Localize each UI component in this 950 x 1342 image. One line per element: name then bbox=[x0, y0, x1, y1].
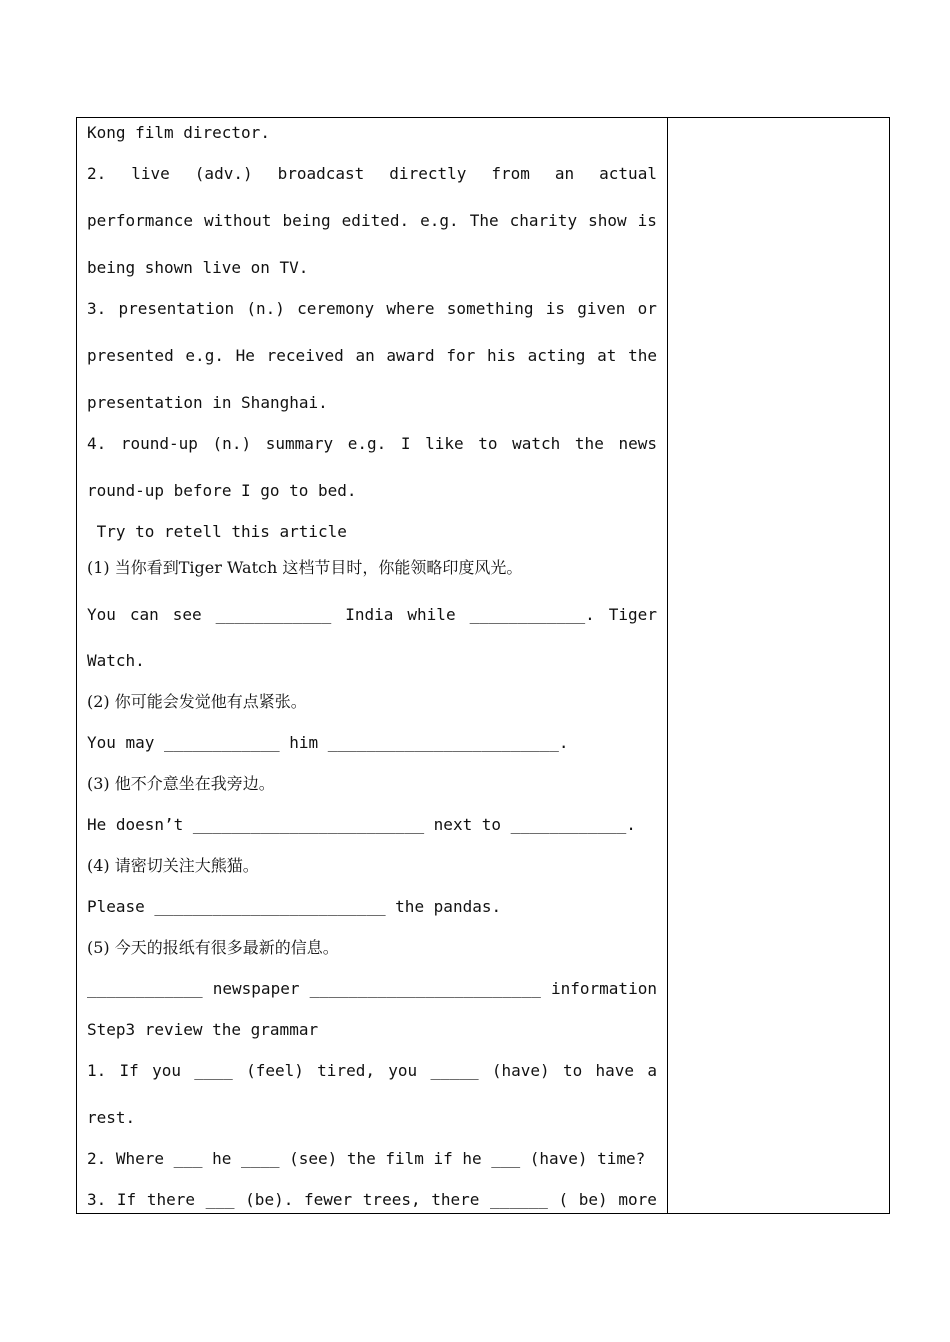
word: be) bbox=[578, 1190, 608, 1209]
word: actual bbox=[599, 164, 657, 183]
fill-in-blank: ___ bbox=[491, 1149, 521, 1168]
word: film bbox=[135, 123, 174, 142]
word: Where bbox=[115, 1149, 165, 1168]
word: being bbox=[282, 211, 331, 230]
word: edited. bbox=[341, 211, 410, 230]
worksheet-table bbox=[76, 117, 890, 1214]
word: ( bbox=[558, 1190, 569, 1209]
word: article bbox=[279, 522, 347, 541]
fill-in-blank: ______ bbox=[490, 1190, 548, 1209]
word: to bbox=[562, 1061, 583, 1080]
word: the bbox=[628, 346, 657, 365]
text-line bbox=[87, 692, 657, 712]
word: 3. bbox=[87, 1190, 107, 1209]
word: the bbox=[346, 1149, 376, 1168]
word: Tiger bbox=[608, 605, 657, 624]
word: see bbox=[172, 605, 202, 624]
word: on bbox=[250, 258, 270, 277]
word: news bbox=[618, 434, 657, 453]
word: You bbox=[87, 605, 116, 624]
text-line bbox=[87, 897, 657, 917]
word: if bbox=[433, 1149, 453, 1168]
text-line bbox=[87, 164, 657, 184]
word: He bbox=[235, 346, 255, 365]
word: Watch. bbox=[87, 651, 145, 670]
text-line bbox=[87, 774, 657, 794]
word: (1) 当你看到Tiger Watch 这档节目时，你能领略印度风光。 bbox=[87, 558, 523, 577]
word: doesn’t bbox=[115, 815, 184, 834]
text-line bbox=[87, 346, 657, 366]
word: pandas. bbox=[433, 897, 502, 916]
word: for bbox=[446, 346, 476, 365]
fill-in-blank: ____________ bbox=[164, 733, 280, 752]
word: Kong bbox=[87, 123, 126, 142]
text-line bbox=[87, 211, 657, 231]
word: charity bbox=[509, 211, 578, 230]
word: time? bbox=[597, 1149, 646, 1168]
word: in bbox=[212, 393, 232, 412]
word: TV. bbox=[279, 258, 309, 277]
word: an bbox=[554, 164, 575, 183]
word: (5) 今天的报纸有很多最新的信息。 bbox=[87, 938, 339, 957]
fill-in-blank: ____________. bbox=[469, 605, 595, 624]
word: there bbox=[146, 1190, 195, 1209]
word: is bbox=[637, 211, 657, 230]
word: You bbox=[87, 733, 116, 752]
fill-in-blank: ____ bbox=[240, 1149, 280, 1168]
word: presented bbox=[87, 346, 174, 365]
word: 2. bbox=[87, 164, 107, 183]
word: director. bbox=[183, 123, 270, 142]
word: presentation bbox=[87, 393, 203, 412]
word: broadcast bbox=[277, 164, 365, 183]
text-line bbox=[87, 815, 657, 835]
word: go bbox=[260, 481, 280, 500]
word: presentation bbox=[118, 299, 235, 318]
word: have bbox=[595, 1061, 635, 1080]
word: may bbox=[125, 733, 155, 752]
word: next bbox=[433, 815, 473, 834]
word: like bbox=[425, 434, 464, 453]
text-line bbox=[87, 481, 657, 501]
word: grammar bbox=[250, 1020, 319, 1039]
word: before bbox=[173, 481, 232, 500]
fill-in-blank: ____________ bbox=[215, 605, 332, 624]
word: He bbox=[87, 815, 107, 834]
word: fewer bbox=[303, 1190, 353, 1209]
fill-in-blank: ________________________ bbox=[154, 897, 386, 916]
word: where bbox=[386, 299, 435, 318]
word: e.g. bbox=[185, 346, 224, 365]
word: from bbox=[491, 164, 530, 183]
word: more bbox=[618, 1190, 657, 1209]
word: information bbox=[551, 979, 657, 998]
word: Shanghai. bbox=[241, 393, 328, 412]
word: (have) bbox=[491, 1061, 550, 1080]
text-line bbox=[87, 123, 657, 143]
word: retell bbox=[163, 522, 222, 541]
word: e.g. bbox=[420, 211, 459, 230]
word: (n.) bbox=[246, 299, 285, 318]
word: to bbox=[135, 522, 155, 541]
word: 2. bbox=[87, 1149, 107, 1168]
word: India bbox=[345, 605, 394, 624]
word: received bbox=[266, 346, 344, 365]
word: tired, bbox=[317, 1061, 375, 1080]
word: If bbox=[116, 1190, 137, 1209]
text-line bbox=[87, 856, 657, 876]
word: review bbox=[144, 1020, 203, 1039]
word: performance bbox=[87, 211, 193, 230]
fill-in-blank: ________________________ bbox=[309, 979, 541, 998]
fill-in-blank: ________________________. bbox=[327, 733, 569, 752]
text-line bbox=[87, 434, 657, 454]
word: watch bbox=[512, 434, 561, 453]
text-line bbox=[87, 1108, 657, 1128]
text-line bbox=[87, 605, 657, 625]
word: is bbox=[545, 299, 565, 318]
fill-in-blank: ________________________ bbox=[192, 815, 425, 834]
word: live bbox=[202, 258, 242, 277]
word: show bbox=[588, 211, 627, 230]
word: something bbox=[446, 299, 534, 318]
word: or bbox=[637, 299, 657, 318]
word: (have) bbox=[529, 1149, 588, 1168]
word: rest. bbox=[87, 1108, 136, 1127]
word: trees, bbox=[362, 1190, 421, 1209]
word: 1. bbox=[87, 1061, 107, 1080]
word: (adv.) bbox=[194, 164, 253, 183]
text-line bbox=[87, 1149, 657, 1169]
fill-in-blank: ____________. bbox=[510, 815, 636, 834]
word: he bbox=[462, 1149, 482, 1168]
word: an bbox=[355, 346, 375, 365]
word: to bbox=[289, 481, 309, 500]
word: him bbox=[289, 733, 319, 752]
word: (4) 请密切关注大熊猫。 bbox=[87, 856, 259, 875]
word: summary bbox=[265, 434, 334, 453]
word: I bbox=[400, 434, 411, 453]
word: (feel) bbox=[246, 1061, 304, 1080]
word: Step3 bbox=[87, 1020, 136, 1039]
word: (n.) bbox=[212, 434, 252, 453]
word: there bbox=[431, 1190, 480, 1209]
word: without bbox=[204, 211, 272, 230]
word: the bbox=[212, 1020, 242, 1039]
text-line bbox=[87, 522, 657, 542]
fill-in-blank: ____________ bbox=[87, 979, 203, 998]
word: his bbox=[486, 346, 516, 365]
word: film bbox=[385, 1149, 424, 1168]
word: newspaper bbox=[212, 979, 300, 998]
word: live bbox=[131, 164, 170, 183]
word: round-up bbox=[120, 434, 198, 453]
column-divider bbox=[667, 118, 668, 1213]
word: you bbox=[388, 1061, 418, 1080]
word: a bbox=[647, 1061, 657, 1080]
word: the bbox=[395, 897, 425, 916]
word: award bbox=[386, 346, 435, 365]
word: 4. bbox=[87, 434, 107, 453]
text-line bbox=[87, 258, 657, 278]
text-line bbox=[87, 558, 657, 578]
word: (be). bbox=[245, 1190, 294, 1209]
text-line bbox=[87, 733, 657, 753]
fill-in-blank: ___ bbox=[173, 1149, 203, 1168]
word: e.g. bbox=[347, 434, 387, 453]
text-line bbox=[87, 393, 657, 413]
word: shown bbox=[144, 258, 193, 277]
text-line bbox=[87, 299, 657, 319]
word: If bbox=[119, 1061, 139, 1080]
word: directly bbox=[389, 164, 467, 183]
fill-in-blank: ___ bbox=[205, 1190, 235, 1209]
word: while bbox=[407, 605, 456, 624]
word: can bbox=[129, 605, 159, 624]
word: (2) 你可能会发觉他有点紧张。 bbox=[87, 692, 307, 711]
word: (see) bbox=[289, 1149, 338, 1168]
word: this bbox=[231, 522, 270, 541]
text-line bbox=[87, 651, 657, 671]
text-line bbox=[87, 1190, 657, 1210]
word: to bbox=[481, 815, 502, 834]
word: to bbox=[478, 434, 498, 453]
text-line bbox=[87, 938, 657, 958]
word: the bbox=[574, 434, 604, 453]
word: (3) 他不介意坐在我旁边。 bbox=[87, 774, 275, 793]
word: at bbox=[597, 346, 617, 365]
word: I bbox=[241, 481, 251, 500]
word: given bbox=[577, 299, 626, 318]
text-line bbox=[87, 979, 657, 999]
word: Try bbox=[87, 522, 126, 541]
word: bed. bbox=[318, 481, 357, 500]
fill-in-blank: _____ bbox=[430, 1061, 479, 1080]
word: being bbox=[87, 258, 136, 277]
word: 3. bbox=[87, 299, 107, 318]
word: he bbox=[212, 1149, 232, 1168]
text-line bbox=[87, 1061, 657, 1081]
word: Please bbox=[87, 897, 145, 916]
word: The bbox=[469, 211, 499, 230]
text-line bbox=[87, 1020, 657, 1040]
word: acting bbox=[527, 346, 586, 365]
fill-in-blank: ____ bbox=[194, 1061, 233, 1080]
word: round-up bbox=[87, 481, 165, 500]
word: ceremony bbox=[297, 299, 375, 318]
word: you bbox=[152, 1061, 181, 1080]
